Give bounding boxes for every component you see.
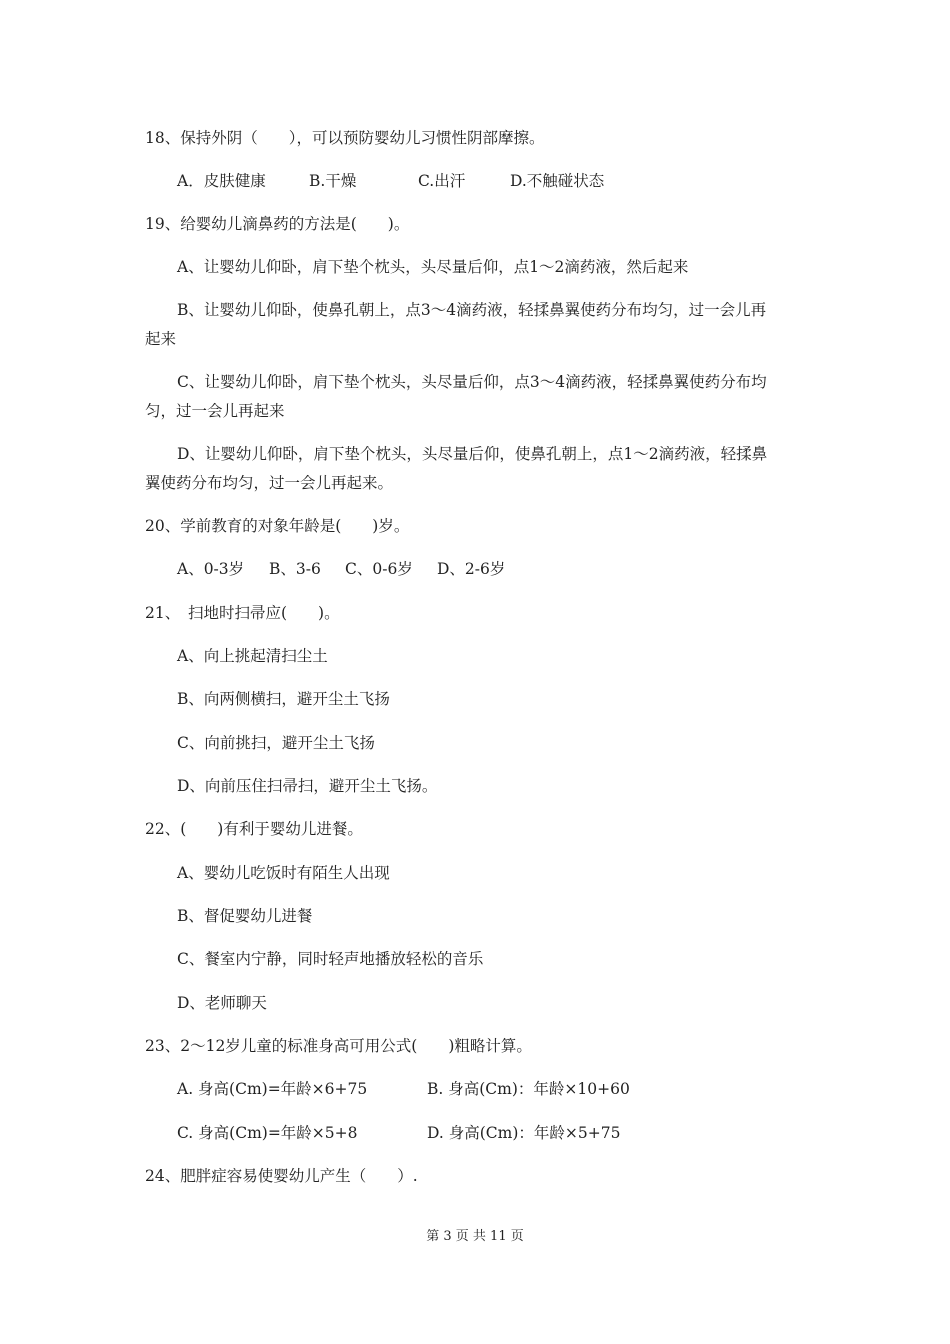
question-23-stem: 23、2～12岁儿童的标准身高可用公式( )粗略计算。 [145,1037,532,1055]
option-d: D.不触碰状态 [510,172,605,190]
question-20-options [177,559,505,579]
question-24-stem: 24、肥胖症容易使婴幼儿产生（ ）. [145,1167,418,1185]
question-18-options [177,171,604,191]
question-22-stem: 22、( )有利于婴幼儿进餐。 [145,820,363,838]
option-b: B. 身高(Cm)：年龄×10+60 [427,1080,630,1098]
option-d: D、2-6岁 [437,560,506,578]
option-a: A、0-3岁 [177,560,245,578]
option-a: A. 身高(Cm)=年龄×6+75 [177,1080,368,1098]
question-20-stem: 20、学前教育的对象年龄是( )岁。 [145,517,410,535]
option-b: B、向两侧横扫，避开尘土飞扬 [177,690,390,708]
question-23-options-row-1 [177,1079,630,1099]
option-b: B.干燥 [309,172,357,190]
option-d-line-2: 翼使药分布均匀，过一会儿再起来。 [145,474,394,492]
option-c: C.出汗 [418,172,466,190]
option-c-line-1: C、让婴幼儿仰卧，肩下垫个枕头，头尽量后仰，点3～4滴药液，轻揉鼻翼使药分布均 [177,373,767,391]
option-b: B、3-6 [269,560,321,578]
question-19-stem: 19、给婴幼儿滴鼻药的方法是( )。 [145,215,410,233]
option-d: D、向前压住扫帚扫，避开尘土飞扬。 [177,777,438,795]
question-21-stem: 21、 扫地时扫帚应( )。 [145,604,340,622]
option-c: C、向前挑扫，避开尘土飞扬 [177,734,375,752]
page-number-footer: 第 3 页 共 11 页 [426,1229,524,1244]
option-c: C、0-6岁 [345,560,413,578]
option-a: A、婴幼儿吃饭时有陌生人出现 [177,864,390,882]
option-d: D. 身高(Cm)：年龄×5+75 [427,1124,621,1142]
option-b-line-2: 起来 [145,330,177,348]
option-d: D、老师聊天 [177,994,267,1012]
option-c: C. 身高(Cm)=年龄×5+8 [177,1124,358,1142]
question-23-options-row-2 [177,1123,620,1143]
option-b-line-1: B、让婴幼儿仰卧，使鼻孔朝上，点3～4滴药液，轻揉鼻翼使药分布均匀，过一会儿再 [177,301,767,319]
option-d-line-1: D、让婴幼儿仰卧，肩下垫个枕头，头尽量后仰，使鼻孔朝上，点1～2滴药液，轻揉鼻 [177,445,768,463]
option-a: A．皮肤健康 [177,172,266,190]
option-a: A、让婴幼儿仰卧，肩下垫个枕头，头尽量后仰，点1～2滴药液，然后起来 [177,258,689,276]
option-c: C、餐室内宁静，同时轻声地播放轻松的音乐 [177,950,484,968]
option-a: A、向上挑起清扫尘土 [177,647,328,665]
option-b: B、督促婴幼儿进餐 [177,907,313,925]
option-c-line-2: 匀，过一会儿再起来 [145,402,285,420]
question-18-stem: 18、保持外阴（ ），可以预防婴幼儿习惯性阴部摩擦。 [145,129,545,147]
